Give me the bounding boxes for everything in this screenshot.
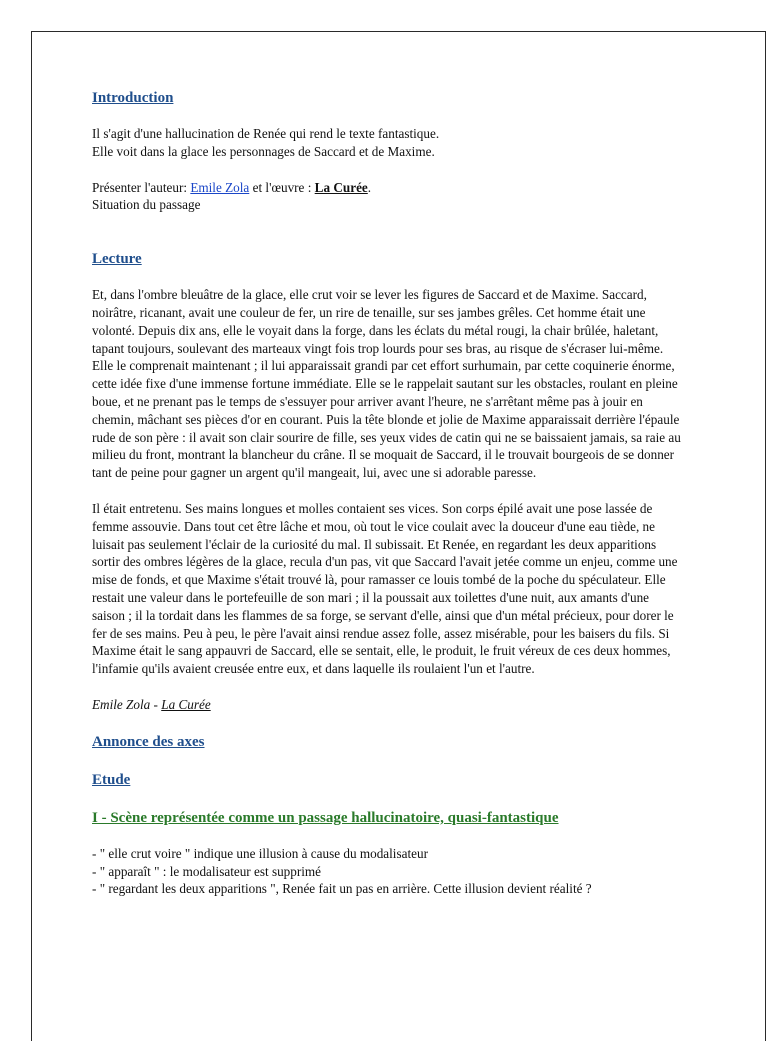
citation-work: La Curée	[161, 696, 211, 712]
citation-author: Emile Zola -	[92, 696, 162, 712]
etude-heading: Etude	[92, 771, 131, 788]
etude-bullet: - " elle crut voire " indique une illusion à cause du modalisateur	[92, 845, 428, 861]
present-author-line	[92, 179, 684, 197]
document-page	[31, 31, 766, 1041]
citation	[92, 696, 684, 714]
lecture-paragraph-2: Il était entretenu. Ses mains longues et molles contaient ses vices. Son corps épilé avait une pose lassée de femme assouvie. Dans tout cet être lâche et mou, où tout le vice coulait avec la douceur d'une eau tiède, ne luisait pas seulement l'éclair de la curiosité du mal. Il subissait. Et Renée, en regardant les deux apparitions sortir des ombres légères de la glace, recula d'un pas, vit que Saccard l'avait jetée comme un enjeu, comme une mise de fonds, et que Maxime s'était trouvé là, pour ramasser ce louis tombé de la poche du spéculateur. Elle restait une valeur dans le portefeuille de son mari ; il la poussait aux toilettes d'une nuit, aux amants d'une saison ; il la tordait dans les flammes de sa forge, se servant d'elle, ainsi que d'un métal précieux, pour dorer le fer de ses mains. Peu à peu, le père l'avait ainsi rendue assez folle, assez misérable, pour les baisers du fils. Si Maxime était le sang appauvri de Saccard, elle se sentait, elle, le produit, le fruit véreux de ces deux hommes, l'infamie qu'ils avaient creusée entre eux, et dans laquelle ils roulaient l'un et l'autre.	[92, 500, 678, 677]
author-link[interactable]: Emile Zola	[190, 179, 250, 195]
document-content	[92, 88, 684, 898]
etude-bullet: - " regardant les deux apparitions ", Renée fait un pas en arrière. Cette illusion devient réalité ?	[92, 881, 592, 897]
situation-line: Situation du passage	[92, 197, 201, 213]
present-suffix: .	[367, 179, 372, 195]
lecture-paragraph-1: Et, dans l'ombre bleuâtre de la glace, elle crut voir se lever les figures de Saccard et de Maxime. Saccard, noirâtre, ricanant, avait une couleur de fer, un rire de tenaille, sur ses jambes grêles. Cet homme était une volonté. Depuis dix ans, elle le voyait dans la forge, dans les éclats du métal rougi, la chair brûlée, haletant, tapant toujours, soulevant des marteaux vingt fois trop lourds pour ses bras, au risque de s'écraser lui-même. Elle le comprenait maintenant ; il lui apparaissait grandi par cet effort surhumain, par cette coquinerie énorme, cette idée fixe d'une immense fortune immédiate. Elle se le rappelait sautant sur les obstacles, roulant en pleine boue, et ne prenant pas le temps de s'essuyer pour arriver avant l'heure, ne s'arrêtant même pas à jouir en chemin, mâchant ses pièces d'or en courant. Puis la tête blonde et jolie de Maxime apparaissait derrière l'épaule rude de son père : il avait son clair sourire de fille, ses yeux vides de catin qui ne se baissaient jamais, sa raie au milieu du front, montrant la blancheur du crâne. Il se moquait de Saccard, il le trouvait bourgeois de se donner tant de peine pour gagner un argent qu'il mangeait, lui, avec une si adorable paresse.	[92, 287, 681, 481]
lecture-heading: Lecture	[92, 251, 142, 268]
intro-line-1: Il s'agit d'une hallucination de Renée qui rend le texte fantastique.	[92, 126, 440, 141]
section-1-heading: I - Scène représentée comme un passage hallucinatoire, quasi-fantastique	[92, 809, 559, 826]
present-prefix: Présenter l'auteur:	[92, 179, 191, 195]
present-mid: et l'œuvre :	[249, 179, 315, 195]
introduction-heading: Introduction	[92, 90, 174, 106]
intro-line-2: Elle voit dans la glace les personnages de Saccard et de Maxime.	[92, 143, 435, 159]
etude-bullet: - " apparaît " : le modalisateur est supprimé	[92, 863, 322, 879]
axes-heading: Annonce des axes	[92, 733, 205, 750]
work-title: La Curée	[314, 179, 368, 195]
